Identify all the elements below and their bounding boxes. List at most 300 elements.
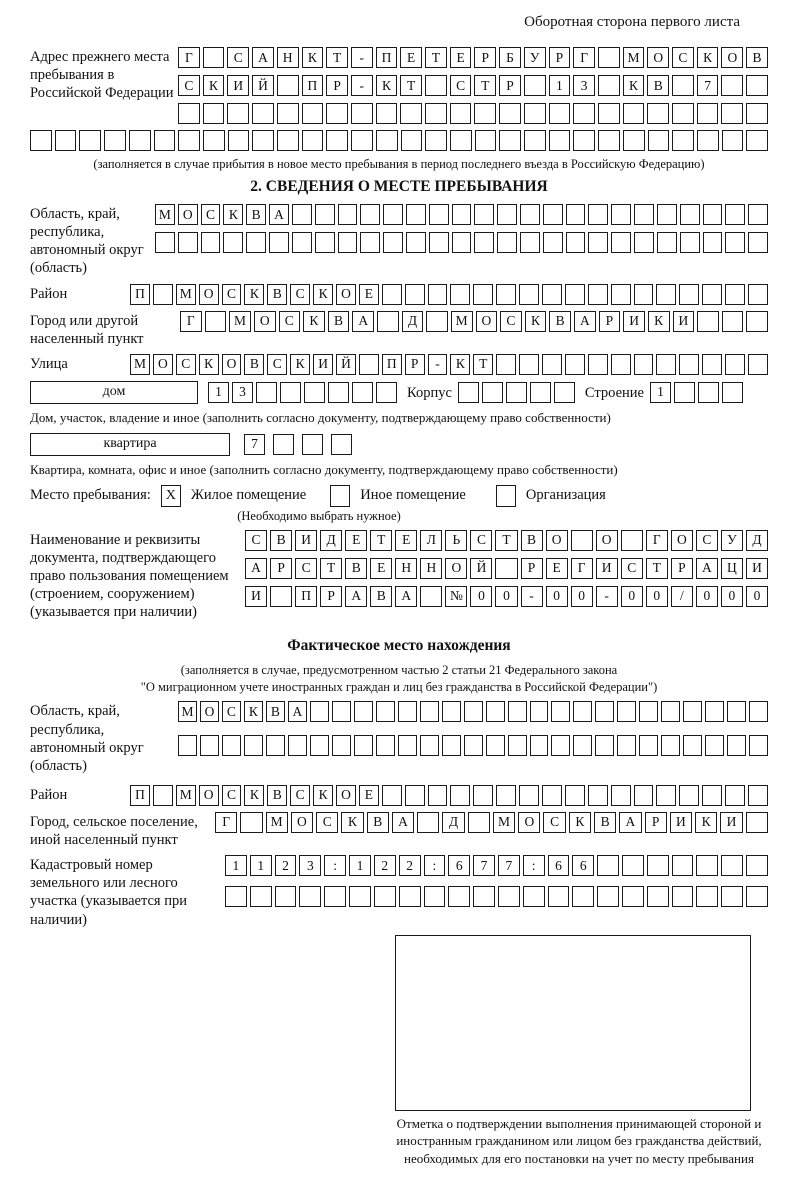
char-cell[interactable] bbox=[508, 701, 527, 722]
char-cell[interactable] bbox=[304, 382, 325, 403]
char-cell[interactable] bbox=[679, 785, 699, 806]
char-cell[interactable] bbox=[374, 886, 396, 907]
char-cell[interactable]: О bbox=[336, 284, 356, 305]
char-cell[interactable]: Т bbox=[370, 530, 392, 551]
char-cell[interactable]: И bbox=[295, 530, 317, 551]
char-cell[interactable] bbox=[588, 354, 608, 375]
char-cell[interactable] bbox=[639, 701, 658, 722]
char-cell[interactable] bbox=[351, 130, 373, 151]
char-cell[interactable]: К bbox=[244, 284, 264, 305]
char-cell[interactable] bbox=[703, 232, 723, 253]
char-cell[interactable] bbox=[647, 886, 669, 907]
char-cell[interactable]: Т bbox=[326, 47, 348, 68]
char-cell[interactable] bbox=[748, 232, 768, 253]
char-cell[interactable] bbox=[252, 103, 274, 124]
char-cell[interactable]: : bbox=[324, 855, 346, 876]
char-cell[interactable] bbox=[588, 204, 608, 225]
char-cell[interactable]: К bbox=[695, 812, 717, 833]
char-cell[interactable] bbox=[442, 735, 461, 756]
char-cell[interactable] bbox=[543, 204, 563, 225]
char-cell[interactable]: П bbox=[130, 284, 150, 305]
char-cell[interactable]: 6 bbox=[448, 855, 470, 876]
char-cell[interactable]: Ь bbox=[445, 530, 467, 551]
char-cell[interactable]: М bbox=[229, 311, 251, 332]
char-cell[interactable] bbox=[450, 130, 472, 151]
char-cell[interactable]: 1 bbox=[250, 855, 272, 876]
char-cell[interactable] bbox=[417, 812, 439, 833]
char-cell[interactable]: 0 bbox=[721, 586, 743, 607]
char-cell[interactable]: П bbox=[302, 75, 324, 96]
char-cell[interactable] bbox=[495, 558, 517, 579]
char-cell[interactable] bbox=[702, 284, 722, 305]
char-cell[interactable] bbox=[697, 311, 719, 332]
char-cell[interactable]: / bbox=[671, 586, 693, 607]
char-cell[interactable]: П bbox=[376, 47, 398, 68]
char-cell[interactable] bbox=[530, 735, 549, 756]
char-cell[interactable] bbox=[722, 130, 744, 151]
char-cell[interactable]: С bbox=[290, 785, 310, 806]
char-cell[interactable] bbox=[30, 130, 52, 151]
char-cell[interactable] bbox=[496, 284, 516, 305]
char-cell[interactable] bbox=[622, 855, 644, 876]
char-cell[interactable] bbox=[473, 284, 493, 305]
char-cell[interactable]: Р bbox=[320, 586, 342, 607]
char-cell[interactable] bbox=[548, 886, 570, 907]
char-cell[interactable]: С bbox=[227, 47, 249, 68]
char-cell[interactable] bbox=[721, 855, 743, 876]
char-cell[interactable] bbox=[524, 130, 546, 151]
char-cell[interactable] bbox=[354, 735, 373, 756]
char-cell[interactable]: А bbox=[574, 311, 596, 332]
char-cell[interactable] bbox=[598, 103, 620, 124]
char-cell[interactable]: К bbox=[313, 284, 333, 305]
checkbox-zhiloe[interactable]: X bbox=[161, 485, 181, 507]
char-cell[interactable] bbox=[696, 886, 718, 907]
char-cell[interactable] bbox=[499, 103, 521, 124]
char-cell[interactable]: 7 bbox=[473, 855, 495, 876]
char-cell[interactable]: С bbox=[222, 701, 241, 722]
char-cell[interactable] bbox=[674, 382, 695, 403]
char-cell[interactable] bbox=[722, 311, 744, 332]
char-cell[interactable] bbox=[450, 284, 470, 305]
char-cell[interactable]: 3 bbox=[299, 855, 321, 876]
char-cell[interactable]: О bbox=[476, 311, 498, 332]
char-cell[interactable] bbox=[634, 354, 654, 375]
char-cell[interactable] bbox=[315, 204, 335, 225]
char-cell[interactable]: В bbox=[367, 812, 389, 833]
char-cell[interactable]: О bbox=[199, 785, 219, 806]
char-cell[interactable] bbox=[698, 382, 719, 403]
char-cell[interactable] bbox=[328, 382, 349, 403]
char-cell[interactable] bbox=[617, 735, 636, 756]
char-cell[interactable] bbox=[400, 103, 422, 124]
char-cell[interactable] bbox=[376, 382, 397, 403]
char-cell[interactable]: А bbox=[619, 812, 641, 833]
char-cell[interactable] bbox=[468, 812, 490, 833]
char-cell[interactable] bbox=[405, 284, 425, 305]
char-cell[interactable]: С bbox=[176, 354, 196, 375]
char-cell[interactable]: 0 bbox=[696, 586, 718, 607]
char-cell[interactable] bbox=[473, 785, 493, 806]
char-cell[interactable] bbox=[705, 701, 724, 722]
char-cell[interactable] bbox=[302, 130, 324, 151]
char-cell[interactable] bbox=[748, 354, 768, 375]
char-cell[interactable]: Е bbox=[370, 558, 392, 579]
char-cell[interactable]: М bbox=[451, 311, 473, 332]
char-cell[interactable]: Р bbox=[474, 47, 496, 68]
char-cell[interactable]: Й bbox=[336, 354, 356, 375]
char-cell[interactable] bbox=[499, 130, 521, 151]
char-cell[interactable] bbox=[647, 103, 669, 124]
char-cell[interactable]: 0 bbox=[495, 586, 517, 607]
char-cell[interactable]: П bbox=[130, 785, 150, 806]
char-cell[interactable] bbox=[672, 103, 694, 124]
char-cell[interactable]: С bbox=[316, 812, 338, 833]
char-cell[interactable] bbox=[401, 130, 423, 151]
char-cell[interactable]: - bbox=[521, 586, 543, 607]
char-cell[interactable]: О bbox=[647, 47, 669, 68]
char-cell[interactable] bbox=[302, 103, 324, 124]
char-cell[interactable] bbox=[406, 204, 426, 225]
char-cell[interactable] bbox=[598, 75, 620, 96]
char-cell[interactable]: С bbox=[222, 785, 242, 806]
char-cell[interactable]: Е bbox=[400, 47, 422, 68]
char-cell[interactable] bbox=[302, 434, 323, 455]
char-cell[interactable]: М bbox=[266, 812, 288, 833]
char-cell[interactable] bbox=[746, 103, 768, 124]
char-cell[interactable]: - bbox=[428, 354, 448, 375]
char-cell[interactable]: С bbox=[201, 204, 221, 225]
char-cell[interactable] bbox=[725, 204, 745, 225]
char-cell[interactable] bbox=[566, 204, 586, 225]
char-cell[interactable]: С bbox=[245, 530, 267, 551]
char-cell[interactable]: И bbox=[245, 586, 267, 607]
char-cell[interactable] bbox=[588, 232, 608, 253]
char-cell[interactable] bbox=[104, 130, 126, 151]
char-cell[interactable] bbox=[429, 232, 449, 253]
char-cell[interactable]: Т bbox=[400, 75, 422, 96]
char-cell[interactable]: В bbox=[549, 311, 571, 332]
char-cell[interactable]: М bbox=[493, 812, 515, 833]
char-cell[interactable] bbox=[474, 103, 496, 124]
char-cell[interactable]: 7 bbox=[697, 75, 719, 96]
char-cell[interactable] bbox=[748, 284, 768, 305]
char-cell[interactable] bbox=[464, 735, 483, 756]
char-cell[interactable] bbox=[498, 886, 520, 907]
char-cell[interactable] bbox=[332, 701, 351, 722]
char-cell[interactable] bbox=[617, 701, 636, 722]
char-cell[interactable]: С bbox=[672, 47, 694, 68]
char-cell[interactable] bbox=[598, 47, 620, 68]
char-cell[interactable] bbox=[725, 284, 745, 305]
char-cell[interactable]: К bbox=[450, 354, 470, 375]
char-cell[interactable]: Л bbox=[420, 530, 442, 551]
char-cell[interactable] bbox=[383, 232, 403, 253]
char-cell[interactable]: 1 bbox=[549, 75, 571, 96]
char-cell[interactable]: Р bbox=[671, 558, 693, 579]
char-cell[interactable]: У bbox=[524, 47, 546, 68]
char-cell[interactable] bbox=[269, 232, 289, 253]
char-cell[interactable] bbox=[623, 103, 645, 124]
char-cell[interactable] bbox=[428, 785, 448, 806]
char-cell[interactable] bbox=[648, 130, 670, 151]
char-cell[interactable] bbox=[497, 204, 517, 225]
char-cell[interactable] bbox=[310, 735, 329, 756]
char-cell[interactable]: О bbox=[153, 354, 173, 375]
char-cell[interactable] bbox=[450, 785, 470, 806]
char-cell[interactable]: Ц bbox=[721, 558, 743, 579]
char-cell[interactable]: Й bbox=[252, 75, 274, 96]
char-cell[interactable] bbox=[486, 735, 505, 756]
char-cell[interactable]: Р bbox=[270, 558, 292, 579]
char-cell[interactable] bbox=[222, 735, 241, 756]
char-cell[interactable]: 3 bbox=[232, 382, 253, 403]
char-cell[interactable]: А bbox=[345, 586, 367, 607]
char-cell[interactable] bbox=[352, 382, 373, 403]
char-cell[interactable] bbox=[405, 785, 425, 806]
char-cell[interactable]: 1 bbox=[208, 382, 229, 403]
char-cell[interactable] bbox=[425, 130, 447, 151]
char-cell[interactable]: М bbox=[155, 204, 175, 225]
checkbox-org[interactable] bbox=[496, 485, 516, 507]
char-cell[interactable] bbox=[725, 354, 745, 375]
char-cell[interactable]: О bbox=[178, 204, 198, 225]
char-cell[interactable]: А bbox=[352, 311, 374, 332]
char-cell[interactable]: Г bbox=[646, 530, 668, 551]
char-cell[interactable] bbox=[679, 354, 699, 375]
char-cell[interactable] bbox=[549, 103, 571, 124]
char-cell[interactable] bbox=[496, 785, 516, 806]
char-cell[interactable] bbox=[360, 204, 380, 225]
char-cell[interactable] bbox=[519, 284, 539, 305]
char-cell[interactable] bbox=[473, 886, 495, 907]
char-cell[interactable]: К bbox=[697, 47, 719, 68]
char-cell[interactable] bbox=[746, 855, 768, 876]
char-cell[interactable]: В bbox=[594, 812, 616, 833]
char-cell[interactable]: 0 bbox=[546, 586, 568, 607]
char-cell[interactable] bbox=[520, 232, 540, 253]
char-cell[interactable]: Г bbox=[178, 47, 200, 68]
char-cell[interactable]: В bbox=[370, 586, 392, 607]
char-cell[interactable] bbox=[680, 232, 700, 253]
char-cell[interactable]: Т bbox=[646, 558, 668, 579]
char-cell[interactable]: В bbox=[266, 701, 285, 722]
char-cell[interactable]: Г bbox=[573, 47, 595, 68]
char-cell[interactable]: А bbox=[252, 47, 274, 68]
char-cell[interactable] bbox=[623, 130, 645, 151]
char-cell[interactable]: 2 bbox=[275, 855, 297, 876]
char-cell[interactable]: Т bbox=[495, 530, 517, 551]
char-cell[interactable] bbox=[588, 284, 608, 305]
char-cell[interactable] bbox=[275, 886, 297, 907]
char-cell[interactable] bbox=[746, 75, 768, 96]
char-cell[interactable] bbox=[573, 735, 592, 756]
char-cell[interactable]: Е bbox=[450, 47, 472, 68]
char-cell[interactable] bbox=[315, 232, 335, 253]
char-cell[interactable] bbox=[519, 354, 539, 375]
char-cell[interactable]: 0 bbox=[746, 586, 768, 607]
char-cell[interactable]: В bbox=[267, 785, 287, 806]
char-cell[interactable] bbox=[721, 886, 743, 907]
char-cell[interactable] bbox=[338, 204, 358, 225]
char-cell[interactable] bbox=[542, 785, 562, 806]
char-cell[interactable]: М bbox=[623, 47, 645, 68]
char-cell[interactable] bbox=[595, 701, 614, 722]
char-cell[interactable] bbox=[178, 130, 200, 151]
char-cell[interactable]: О bbox=[721, 47, 743, 68]
char-cell[interactable] bbox=[376, 735, 395, 756]
char-cell[interactable] bbox=[474, 232, 494, 253]
char-cell[interactable] bbox=[565, 284, 585, 305]
char-cell[interactable] bbox=[727, 735, 746, 756]
char-cell[interactable] bbox=[205, 311, 227, 332]
char-cell[interactable] bbox=[425, 75, 447, 96]
char-cell[interactable]: 1 bbox=[650, 382, 671, 403]
char-cell[interactable] bbox=[746, 812, 768, 833]
char-cell[interactable] bbox=[748, 785, 768, 806]
char-cell[interactable]: Р bbox=[326, 75, 348, 96]
char-cell[interactable]: : bbox=[523, 855, 545, 876]
char-cell[interactable]: М bbox=[176, 284, 196, 305]
char-cell[interactable] bbox=[228, 130, 250, 151]
char-cell[interactable] bbox=[565, 354, 585, 375]
char-cell[interactable] bbox=[657, 204, 677, 225]
char-cell[interactable]: К bbox=[623, 75, 645, 96]
char-cell[interactable] bbox=[749, 735, 768, 756]
char-cell[interactable]: К bbox=[199, 354, 219, 375]
char-cell[interactable] bbox=[266, 735, 285, 756]
char-cell[interactable] bbox=[354, 701, 373, 722]
char-cell[interactable]: К bbox=[303, 311, 325, 332]
char-cell[interactable]: Р bbox=[645, 812, 667, 833]
char-cell[interactable] bbox=[573, 103, 595, 124]
char-cell[interactable] bbox=[424, 886, 446, 907]
char-cell[interactable]: К bbox=[223, 204, 243, 225]
char-cell[interactable] bbox=[458, 382, 479, 403]
char-cell[interactable] bbox=[277, 75, 299, 96]
char-cell[interactable] bbox=[520, 204, 540, 225]
char-cell[interactable] bbox=[426, 311, 448, 332]
char-cell[interactable] bbox=[482, 382, 503, 403]
char-cell[interactable]: Т bbox=[473, 354, 493, 375]
char-cell[interactable]: С bbox=[267, 354, 287, 375]
char-cell[interactable]: И bbox=[673, 311, 695, 332]
char-cell[interactable]: С bbox=[290, 284, 310, 305]
char-cell[interactable]: О bbox=[222, 354, 242, 375]
char-cell[interactable]: В bbox=[246, 204, 266, 225]
char-cell[interactable] bbox=[464, 701, 483, 722]
char-cell[interactable] bbox=[288, 735, 307, 756]
char-cell[interactable]: И bbox=[313, 354, 333, 375]
char-cell[interactable]: М bbox=[176, 785, 196, 806]
char-cell[interactable] bbox=[496, 354, 516, 375]
char-cell[interactable]: К bbox=[203, 75, 225, 96]
char-cell[interactable]: И bbox=[670, 812, 692, 833]
char-cell[interactable] bbox=[697, 130, 719, 151]
char-cell[interactable]: 0 bbox=[621, 586, 643, 607]
char-cell[interactable] bbox=[452, 232, 472, 253]
char-cell[interactable]: Г bbox=[571, 558, 593, 579]
char-cell[interactable] bbox=[639, 735, 658, 756]
char-cell[interactable]: 1 bbox=[349, 855, 371, 876]
char-cell[interactable] bbox=[672, 886, 694, 907]
char-cell[interactable] bbox=[200, 735, 219, 756]
char-cell[interactable]: № bbox=[445, 586, 467, 607]
char-cell[interactable]: : bbox=[424, 855, 446, 876]
char-cell[interactable] bbox=[611, 284, 631, 305]
char-cell[interactable] bbox=[398, 701, 417, 722]
char-cell[interactable]: 1 bbox=[225, 855, 247, 876]
char-cell[interactable]: В bbox=[345, 558, 367, 579]
char-cell[interactable] bbox=[360, 232, 380, 253]
char-cell[interactable] bbox=[292, 204, 312, 225]
char-cell[interactable] bbox=[376, 130, 398, 151]
char-cell[interactable] bbox=[178, 735, 197, 756]
char-cell[interactable]: 0 bbox=[571, 586, 593, 607]
char-cell[interactable]: К bbox=[244, 701, 263, 722]
char-cell[interactable]: 2 bbox=[374, 855, 396, 876]
char-cell[interactable] bbox=[270, 586, 292, 607]
char-cell[interactable] bbox=[702, 354, 722, 375]
char-cell[interactable] bbox=[721, 103, 743, 124]
char-cell[interactable]: О bbox=[254, 311, 276, 332]
char-cell[interactable]: К bbox=[302, 47, 324, 68]
char-cell[interactable]: С bbox=[450, 75, 472, 96]
char-cell[interactable]: С bbox=[621, 558, 643, 579]
char-cell[interactable] bbox=[201, 232, 221, 253]
char-cell[interactable] bbox=[611, 354, 631, 375]
char-cell[interactable]: О bbox=[445, 558, 467, 579]
char-cell[interactable] bbox=[420, 701, 439, 722]
char-cell[interactable] bbox=[452, 204, 472, 225]
char-cell[interactable]: С bbox=[470, 530, 492, 551]
char-cell[interactable]: В bbox=[328, 311, 350, 332]
char-cell[interactable]: Д bbox=[320, 530, 342, 551]
char-cell[interactable] bbox=[155, 232, 175, 253]
char-cell[interactable]: Д bbox=[402, 311, 424, 332]
char-cell[interactable] bbox=[566, 232, 586, 253]
char-cell[interactable]: О bbox=[336, 785, 356, 806]
char-cell[interactable]: К bbox=[290, 354, 310, 375]
char-cell[interactable]: С bbox=[500, 311, 522, 332]
char-cell[interactable] bbox=[55, 130, 77, 151]
char-cell[interactable] bbox=[683, 701, 702, 722]
char-cell[interactable] bbox=[331, 434, 352, 455]
char-cell[interactable] bbox=[486, 701, 505, 722]
char-cell[interactable]: С bbox=[222, 284, 242, 305]
char-cell[interactable]: Е bbox=[345, 530, 367, 551]
char-cell[interactable] bbox=[376, 701, 395, 722]
char-cell[interactable] bbox=[398, 735, 417, 756]
char-cell[interactable] bbox=[588, 785, 608, 806]
char-cell[interactable] bbox=[543, 232, 563, 253]
char-cell[interactable] bbox=[634, 204, 654, 225]
char-cell[interactable]: Е bbox=[546, 558, 568, 579]
char-cell[interactable]: В bbox=[746, 47, 768, 68]
char-cell[interactable]: Р bbox=[599, 311, 621, 332]
char-cell[interactable] bbox=[597, 855, 619, 876]
char-cell[interactable] bbox=[621, 530, 643, 551]
char-cell[interactable]: А bbox=[288, 701, 307, 722]
char-cell[interactable] bbox=[203, 130, 225, 151]
char-cell[interactable]: Р bbox=[405, 354, 425, 375]
char-cell[interactable]: П bbox=[382, 354, 402, 375]
char-cell[interactable] bbox=[722, 382, 743, 403]
char-cell[interactable]: С bbox=[696, 530, 718, 551]
char-cell[interactable]: 2 bbox=[399, 855, 421, 876]
char-cell[interactable]: К bbox=[569, 812, 591, 833]
char-cell[interactable] bbox=[324, 886, 346, 907]
